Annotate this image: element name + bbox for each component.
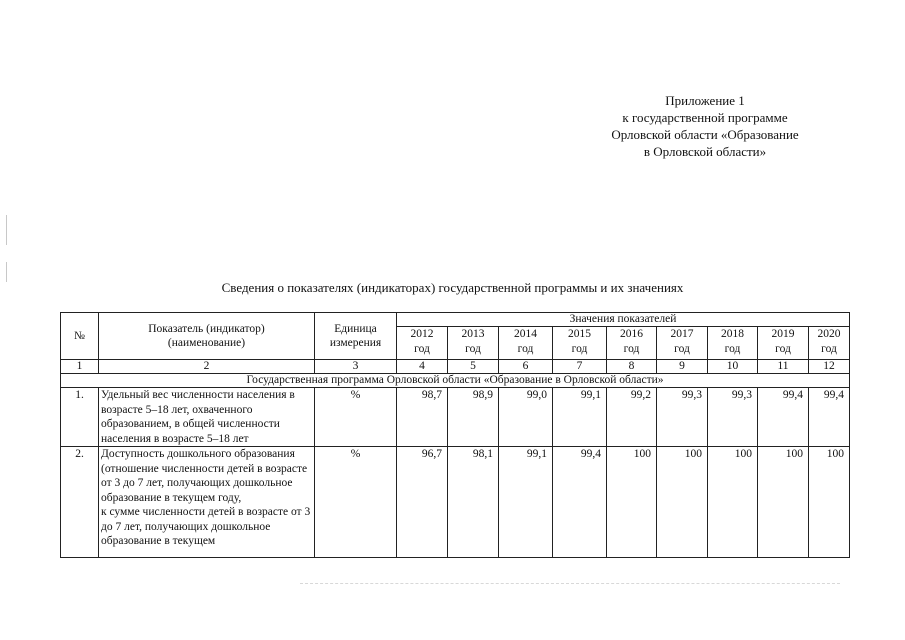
column-number: 1 [61,360,99,374]
indicator-value: 98,7 [397,388,448,447]
column-number: 8 [607,360,657,374]
column-number: 12 [809,360,850,374]
column-number: 11 [758,360,809,374]
appendix-header [560,92,850,160]
header-year: 2014 год [499,327,553,360]
column-number: 2 [99,360,315,374]
table-row [61,388,850,447]
header-year: 2020 год [809,327,850,360]
indicator-value: 99,3 [657,388,708,447]
column-number: 4 [397,360,448,374]
indicator-value: 98,9 [448,388,499,447]
header-unit: Единица измерения [315,313,397,360]
appendix-line: Приложение 1 [665,93,745,108]
indicator-value: 100 [809,447,850,558]
header-number: № [61,313,99,360]
indicator-value: 100 [657,447,708,558]
indicator-value: 100 [758,447,809,558]
indicator-value: 98,1 [448,447,499,558]
indicator-value: 99,4 [809,388,850,447]
row-number: 1. [61,388,99,447]
indicator-name: Доступность дошкольного образования (отношение численности детей в возрасте от 3 до 7 лет, получающих дошкольное образование в текущем году, к сумме численности детей в возрасте от 3 до 7 лет, получающих дошкольное образование в текущем [99,447,315,558]
header-row [61,313,850,327]
header-indicator: Показатель (индикатор) (наименование) [99,313,315,360]
indicator-value: 99,2 [607,388,657,447]
header-year: 2012 год [397,327,448,360]
section-title: Государственная программа Орловской области «Образование в Орловской области» [61,374,850,388]
appendix-line: Орловской области «Образование [611,127,799,142]
header-year: 2015 год [553,327,607,360]
indicator-value: 100 [607,447,657,558]
scan-edge-mark [6,262,7,282]
column-number: 6 [499,360,553,374]
table-row [61,447,850,558]
column-number: 7 [553,360,607,374]
header-year: 2016 год [607,327,657,360]
column-number: 3 [315,360,397,374]
header-year: 2017 год [657,327,708,360]
indicator-value: 99,0 [499,388,553,447]
appendix-line: к государственной программе [622,110,788,125]
indicator-unit: % [315,447,397,558]
header-year: 2013 год [448,327,499,360]
document-title: Сведения о показателях (индикаторах) государственной программы и их значениях [221,280,684,295]
indicator-unit: % [315,388,397,447]
indicator-value: 99,4 [758,388,809,447]
header-year: 2018 год [708,327,758,360]
indicator-value: 99,3 [708,388,758,447]
scan-edge-mark [6,215,7,245]
row-number: 2. [61,447,99,558]
section-row [61,374,850,388]
column-number: 9 [657,360,708,374]
header-year: 2019 год [758,327,809,360]
appendix-line: в Орловской области» [643,144,767,159]
column-numbers-row [61,360,850,374]
indicator-value: 99,1 [553,388,607,447]
indicator-value: 100 [708,447,758,558]
header-values-group: Значения показателей [397,313,850,327]
scan-bottom-mark [300,583,840,585]
column-number: 10 [708,360,758,374]
column-number: 5 [448,360,499,374]
indicator-value: 99,1 [499,447,553,558]
indicator-value: 99,4 [553,447,607,558]
indicator-value: 96,7 [397,447,448,558]
indicators-table [60,312,850,558]
indicator-name: Удельный вес численности населения в возрасте 5–18 лет, охваченного образованием, в общей численности населения в возрасте 5–18 лет [99,388,315,447]
